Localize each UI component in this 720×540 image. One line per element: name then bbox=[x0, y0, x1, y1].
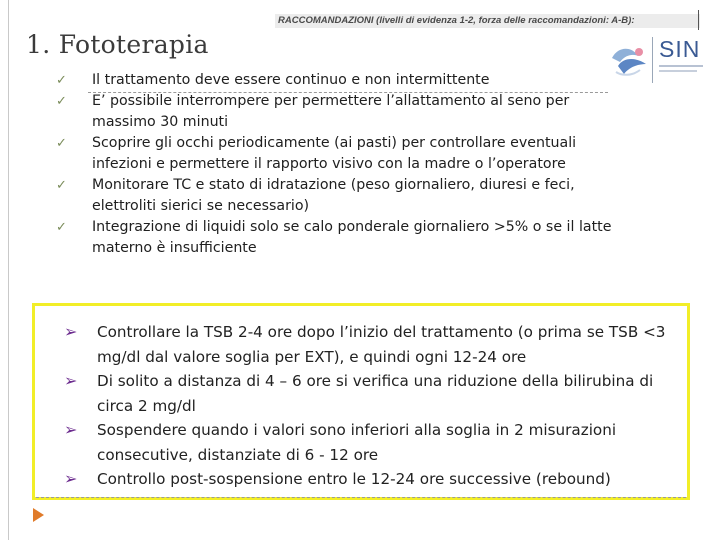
arrow-bullet-icon: ➢ bbox=[64, 420, 78, 439]
boxed-point bbox=[64, 467, 684, 492]
logo-subtitle-line bbox=[659, 65, 703, 67]
checklist-item-text: Integrazione di liquidi solo se calo ponderale giornaliero >5% o se il latte materno è insufficiente bbox=[92, 219, 612, 256]
boxed-point-text: Di solito a distanza di 4 – 6 ore si verifica una riduzione della bilirubina di circa 2 mg/dl bbox=[97, 372, 654, 415]
boxed-point-text: Controllare la TSB 2-4 ore dopo l’inizio del trattamento (o prima se TSB <3 mg/dl dal valore soglia per EXT), e quindi ogni 12-24 ore bbox=[97, 323, 666, 366]
check-icon: ✓ bbox=[56, 220, 67, 235]
checklist-item-text: Il trattamento deve essere continuo e non intermittente bbox=[92, 72, 490, 88]
check-icon: ✓ bbox=[56, 73, 67, 88]
logo-subtitle-line bbox=[659, 70, 697, 72]
checklist-item bbox=[56, 175, 616, 217]
check-icon: ✓ bbox=[56, 178, 67, 193]
arrow-bullet-icon: ➢ bbox=[64, 469, 78, 488]
checklist-item-text: E’ possibile interrompere per permettere l’allattamento al seno per massimo 30 minuti bbox=[92, 93, 570, 130]
left-border-line bbox=[8, 0, 9, 540]
triangle-corner-icon bbox=[33, 508, 44, 522]
logo-separator bbox=[652, 37, 653, 83]
boxed-point bbox=[64, 320, 684, 369]
logo-text: SIN bbox=[659, 36, 701, 62]
boxed-point-text: Sospendere quando i valori sono inferiori alla soglia in 2 misurazioni consecutive, distanziate di 6 - 12 ore bbox=[97, 421, 617, 464]
slide-title: 1. Fototerapia bbox=[26, 30, 209, 59]
dashed-divider-bottom bbox=[36, 497, 686, 498]
boxed-points-list bbox=[64, 320, 684, 492]
checklist-item bbox=[56, 133, 616, 175]
boxed-point bbox=[64, 369, 684, 418]
sin-logo bbox=[608, 30, 708, 96]
recommendation-banner: RACCOMANDAZIONI (livelli di evidenza 1-2, forza delle raccomandazioni: A-B): bbox=[275, 14, 700, 28]
arrow-bullet-icon: ➢ bbox=[64, 322, 78, 341]
boxed-point bbox=[64, 418, 684, 467]
checklist-item-text: Scoprire gli occhi periodicamente (ai pasti) per controllare eventuali infezioni e permettere il rapporto visivo con la madre o l’operatore bbox=[92, 135, 577, 172]
checklist-item bbox=[56, 91, 616, 133]
arrow-bullet-icon: ➢ bbox=[64, 371, 78, 390]
checklist-item bbox=[56, 217, 616, 259]
check-icon: ✓ bbox=[56, 136, 67, 151]
check-icon: ✓ bbox=[56, 94, 67, 109]
checklist-item-text: Monitorare TC e stato di idratazione (peso giornaliero, diuresi e feci, elettroliti sierici se necessario) bbox=[92, 177, 575, 214]
checklist bbox=[56, 70, 616, 259]
checklist-item bbox=[56, 70, 616, 91]
boxed-point-text: Controllo post-sospensione entro le 12-24 ore successive (rebound) bbox=[97, 470, 611, 488]
